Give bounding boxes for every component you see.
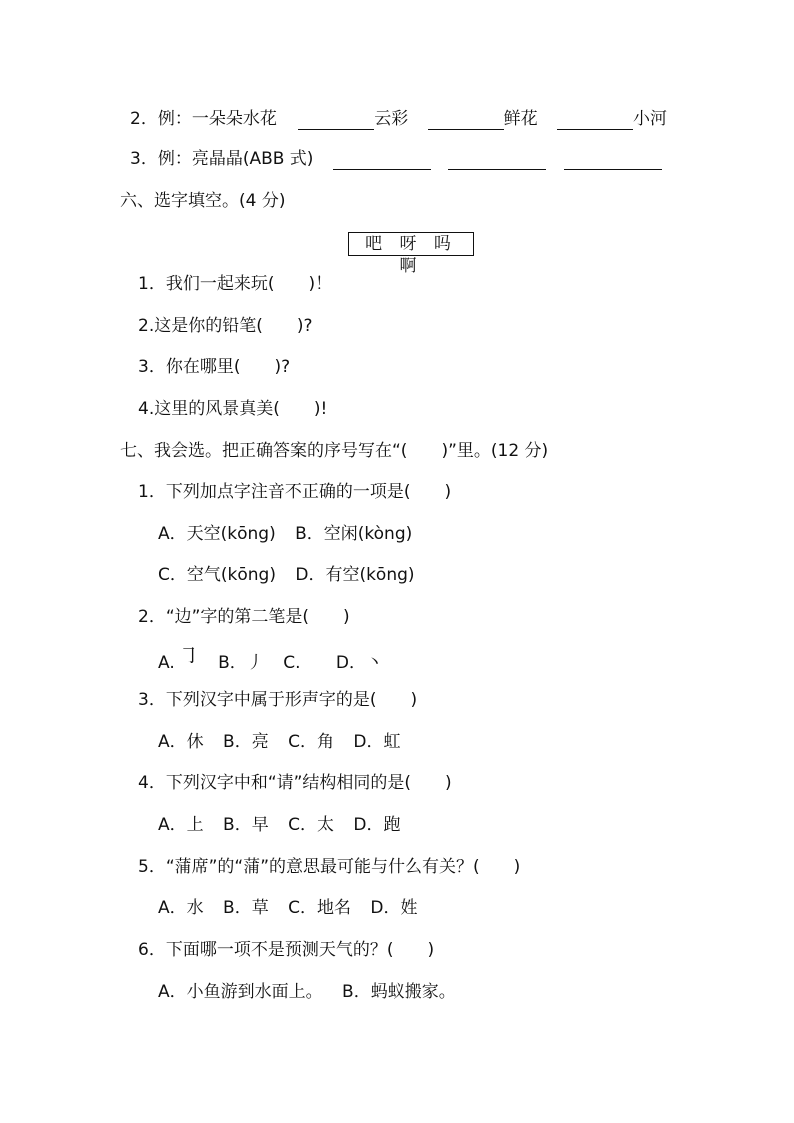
option-d[interactable]: D．虹 — [353, 732, 401, 752]
q6-heading: 六、选字填空。(4 分) — [120, 191, 286, 211]
option-b[interactable]: B．丿 — [218, 653, 264, 673]
q5-item2-row — [130, 108, 667, 130]
option-c[interactable]: C．空气(kōng) — [158, 565, 276, 585]
answer-blank[interactable] — [557, 113, 633, 130]
answer-blank[interactable] — [333, 153, 431, 170]
q7-q3-options — [158, 731, 415, 753]
answer-blank[interactable] — [448, 153, 546, 170]
option-a[interactable]: A．上 — [158, 815, 204, 835]
q5-item3-row — [130, 148, 662, 170]
option-a[interactable]: A．休 — [158, 732, 204, 752]
q5-item2-p1: 云彩 — [374, 109, 409, 129]
option-b[interactable]: B．亮 — [223, 732, 269, 752]
q7-heading: 七、我会选。把正确答案的序号写在“( )”里。(12 分) — [120, 441, 549, 461]
q6-word-box: 吧 呀 吗 啊 — [348, 232, 474, 256]
option-c[interactable]: C．角 — [288, 732, 334, 752]
q5-item2-text: 2．例：一朵朵水花 — [130, 109, 277, 129]
q7-q1-stem: 1．下列加点字注音不正确的一项是( ) — [138, 482, 452, 502]
q7-q1-options-row2 — [158, 564, 429, 586]
q7-q5-stem: 5．“蒲席”的“蒲”的意思最可能与什么有关？( ) — [138, 857, 521, 877]
option-a[interactable]: A．天空(kōng) — [158, 524, 276, 544]
q7-q4-stem: 4．下列汉字中和“请”结构相同的是( ) — [138, 773, 452, 793]
option-b[interactable]: B．草 — [223, 898, 269, 918]
q7-q6-options — [158, 981, 470, 1003]
q5-item2-p3: 小河 — [633, 109, 668, 129]
answer-blank[interactable] — [564, 153, 662, 170]
answer-blank[interactable] — [298, 113, 374, 130]
option-b[interactable]: B．早 — [223, 815, 269, 835]
option-a[interactable]: A．小鱼游到水面上。 — [158, 982, 323, 1002]
option-b[interactable]: B．蚂蚁搬家。 — [342, 982, 456, 1002]
option-d[interactable]: D．有空(kōng) — [295, 565, 415, 585]
q6-item-1: 1．我们一起来玩( )！ — [138, 274, 333, 294]
option-c[interactable]: C．太 — [288, 815, 334, 835]
q6-item-2: 2.这是你的铅笔( )? — [138, 316, 313, 336]
q6-item-4: 4.这里的风景真美( )! — [138, 399, 328, 419]
q7-q2-options — [158, 643, 397, 674]
stroke-hook-icon: ㇆ — [178, 643, 199, 667]
option-c[interactable]: C. — [283, 653, 301, 673]
option-d[interactable]: D．姓 — [370, 898, 418, 918]
q6-item-3: 3．你在哪里( )? — [138, 357, 291, 377]
q5-item3-text: 3．例：亮晶晶(ABB 式) — [130, 149, 314, 169]
q7-q5-options — [158, 897, 432, 919]
q7-q6-stem: 6．下面哪一项不是预测天气的？( ) — [138, 940, 435, 960]
q7-q1-options-row1 — [158, 523, 426, 545]
q7-q2-stem: 2．“边”字的第二笔是( ) — [138, 607, 350, 627]
option-a[interactable]: A．水 — [158, 898, 204, 918]
answer-blank[interactable] — [428, 113, 504, 130]
option-c[interactable]: C．地名 — [288, 898, 351, 918]
option-d[interactable]: D．丶 — [335, 653, 383, 673]
option-a[interactable]: A. — [158, 653, 175, 673]
q7-q4-options — [158, 814, 415, 836]
option-b[interactable]: B．空闲(kòng) — [295, 524, 413, 544]
q5-item2-p2: 鲜花 — [503, 109, 538, 129]
q7-q3-stem: 3．下列汉字中属于形声字的是( ) — [138, 690, 418, 710]
option-d[interactable]: D．跑 — [353, 815, 401, 835]
